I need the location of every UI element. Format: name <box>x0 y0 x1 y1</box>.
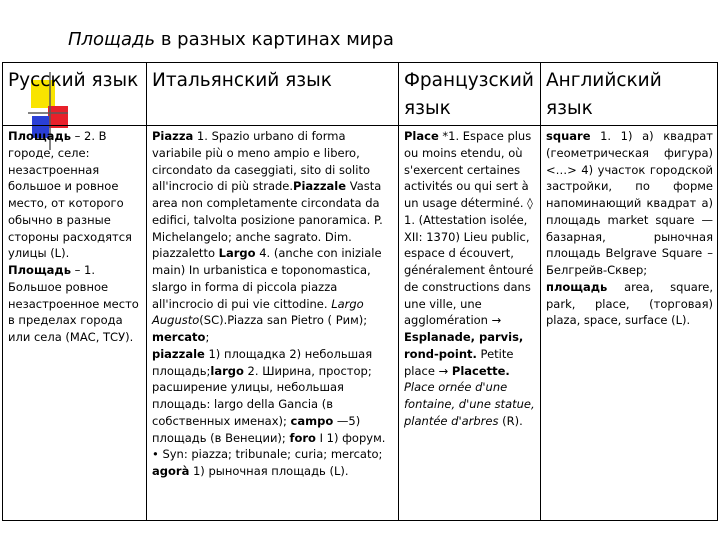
fr-def-3: (R). <box>498 413 523 428</box>
it-def-10: 1) рыночная площадь (L). <box>189 464 349 478</box>
it-term-2: Piazzale <box>293 179 347 194</box>
it-term-1: Piazza <box>152 129 194 143</box>
header-french: Французский язык <box>399 63 541 126</box>
fr-term-1: Place <box>404 129 439 143</box>
it-def-5: ; <box>205 330 210 344</box>
it-def-9: I 1) форум. • Syn: piazza; tribunale; curia; mercato; <box>152 430 386 462</box>
it-def-8: —5) площадь (в Венеции); <box>152 413 361 445</box>
ru-def-2: – 1. Большое ровное незастроенное место в пределах города или села (МАС, ТСУ). <box>8 263 139 344</box>
fr-term-2: Esplanade, parvis, rond-point. <box>404 330 524 361</box>
it-term-4: mercato <box>152 330 206 344</box>
it-term-3: Largo <box>218 246 256 261</box>
it-def-2: Vasta area non completamente circondata da edifici, talvolta posizione panoramica. P. Michelangelo; anche sagrato. Dim. piazzaletto <box>152 179 383 261</box>
it-def-1: 1. Spazio urbano di forma variabile più o meno ampio e libero, circondato da caseggiati, sito di solito all'incrocio di più strade. <box>152 129 370 194</box>
fr-def-2: Petite place → <box>404 346 514 378</box>
fr-term-3: Placette. <box>451 363 510 378</box>
cell-italian <box>147 126 399 521</box>
header-russian: Русский язык <box>3 63 147 126</box>
fr-italic-1: Place ornée d'une fontaine, d'une statue, plantée d'arbres <box>404 380 535 428</box>
ru-term-1: Площадь <box>8 129 71 143</box>
it-def-3: 4. (anche con iniziale main) In urbanistica e toponomastica, slargo in forma di piccola piazza all'incrocio di pui vie cittodine. <box>152 246 382 311</box>
ru-def-1: – 2. В городе, селе: незастроенная большое и ровное место, от которого обычно в разные стороны расходятся улицы (L). <box>8 129 132 261</box>
it-term-6: largo <box>210 363 244 378</box>
it-def-7: 2. Ширина, простор; расширение улицы, небольшая площадь: largo della Gancia (в собственных именах); <box>152 363 372 428</box>
page-title <box>68 29 394 51</box>
definitions-row <box>3 126 718 521</box>
header-english: Английский язык <box>541 63 718 126</box>
en-term-2: площадь <box>546 279 608 294</box>
it-def-4: (SC).Piazza san Pietro ( Рим); <box>199 313 368 328</box>
title-rest: в разных картинах мира <box>155 29 394 50</box>
en-def-2: area, square, park, place, (торговая) plaza, space, surface (L). <box>546 279 713 328</box>
comparison-table <box>2 62 718 521</box>
cell-english <box>541 126 718 521</box>
it-term-7: campo <box>290 413 334 428</box>
it-term-8: foro <box>289 430 316 445</box>
header-row <box>3 63 718 126</box>
fr-def-1: *1. Espace plus ou moins etendu, où s'exercent certaines activités ou qui sert à un usage déterminé. ◊ 1. (Attestation isolée, XII: 1370) Lieu public, espace d écouvert, généralement êntouré de constructions dans une ville, une agglomération → <box>404 129 534 328</box>
it-italic-1: Largo Augusto <box>152 296 364 328</box>
it-term-5: piazzale <box>152 346 205 361</box>
title-italic: Площадь <box>68 29 156 50</box>
it-term-9: agorà <box>152 464 190 478</box>
en-term-1: square <box>546 129 591 143</box>
it-def-6: 1) площадка 2) небольшая площадь; <box>152 346 373 378</box>
header-italian: Итальянский язык <box>147 63 399 126</box>
en-def-1: 1. 1) a) квадрат (геометрическая фигура) <…> 4) участок городской застройки, по форме напоминающий квадрат а) площадь market square — базарная, рыночная площадь Belgrave Square – Белгрейв-Сквер; <box>546 129 713 277</box>
ru-term-2: Площадь <box>8 263 71 277</box>
cell-russian <box>3 126 147 521</box>
cell-french <box>399 126 541 521</box>
